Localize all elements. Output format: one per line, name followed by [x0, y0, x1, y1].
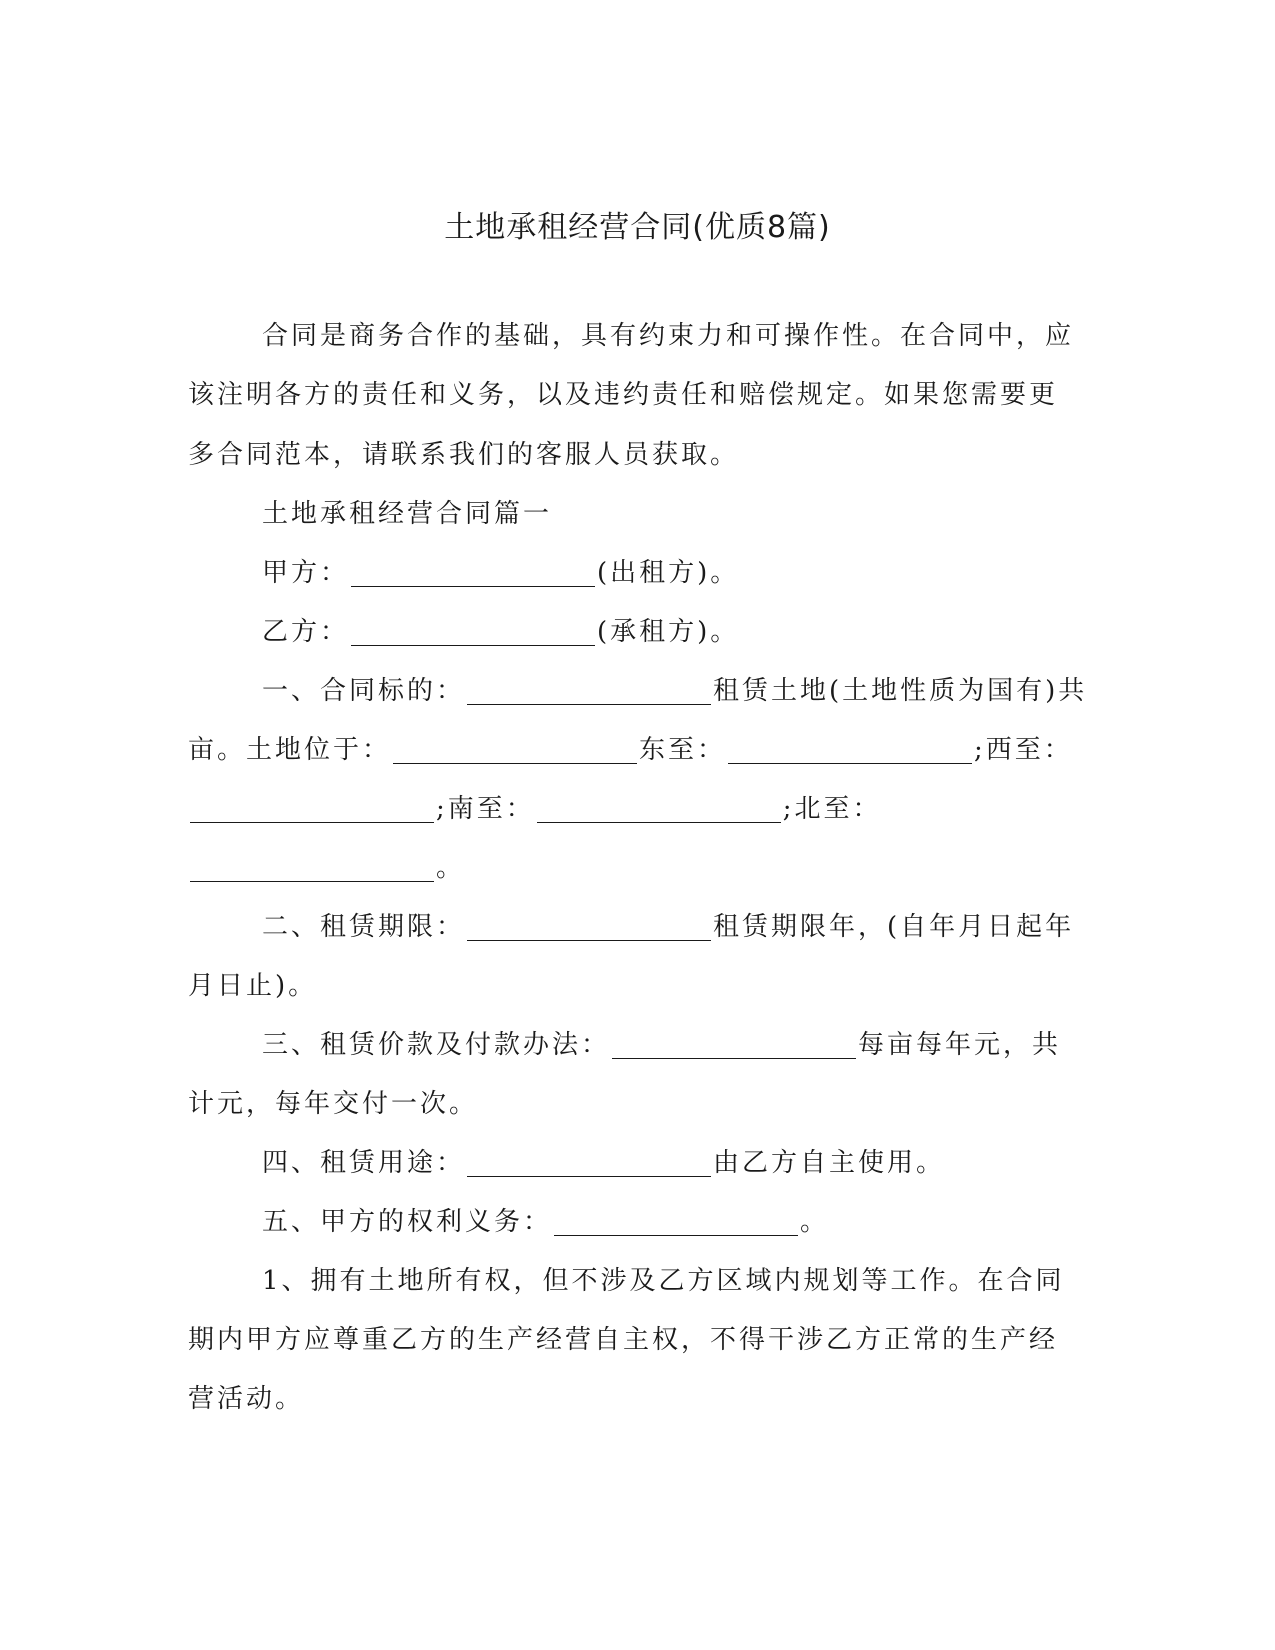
clause1-label: 一、合同标的： [262, 676, 466, 706]
clause5-label: 五、甲方的权利义务： [262, 1207, 553, 1237]
clause1-north-label: ;北至： [782, 794, 882, 824]
clause1-line-4 [188, 850, 1088, 886]
party-b-suffix: (承租方)。 [597, 617, 740, 647]
party-b-blank [351, 615, 595, 646]
clause3-blank [612, 1028, 856, 1059]
party-a-label: 甲方： [262, 558, 350, 588]
party-a-suffix: (出租方)。 [597, 558, 740, 588]
clause1-line-2 [188, 732, 1088, 768]
clause1-blank-west [190, 792, 434, 823]
clause5-blank [554, 1205, 798, 1236]
clause4-line [262, 1145, 1162, 1181]
clause2-text: 租赁期限年，(自年月日起年 [713, 912, 1075, 942]
intro-line-1: 合同是商务合作的基础，具有约束力和可操作性。在合同中，应 [262, 321, 1075, 351]
clause3-label: 三、租赁价款及付款办法： [262, 1030, 611, 1060]
item1-line-2: 期内甲方应尊重乙方的生产经营自主权，不得干涉乙方正常的生产经 [188, 1325, 1059, 1355]
party-b-label: 乙方： [262, 617, 350, 647]
clause4-label: 四、租赁用途： [262, 1148, 466, 1178]
clause1-blank-south [537, 792, 781, 823]
clause1-south-label: ;南至： [436, 794, 535, 824]
clause5-line [262, 1204, 1162, 1240]
intro-line-2: 该注明各方的责任和义务，以及违约责任和赔偿规定。如果您需要更 [188, 380, 1059, 410]
item1-line-3: 营活动。 [188, 1384, 305, 1414]
clause2-line-1 [262, 909, 1162, 945]
clause3-text: 每亩每年元，共 [858, 1030, 1062, 1060]
section-heading: 土地承租经营合同篇一 [262, 499, 553, 529]
party-a-blank [351, 556, 595, 587]
party-a-line [262, 555, 1162, 591]
clause2-label: 二、租赁期限： [262, 912, 466, 942]
clause1-west-label: ;西至： [974, 735, 1073, 765]
clause2-blank [467, 910, 711, 941]
intro-line-3: 多合同范本，请联系我们的客服人员获取。 [188, 440, 740, 470]
clause1-line-3 [188, 791, 1088, 827]
clause3-line-1 [262, 1027, 1162, 1063]
party-b-line [262, 614, 1162, 650]
clause1-east-label: 东至： [639, 735, 727, 765]
clause2-line-2: 月日止)。 [188, 971, 318, 1001]
clause3-line-2: 计元，每年交付一次。 [188, 1089, 479, 1119]
item1-line-1: 1、拥有土地所有权，但不涉及乙方区域内规划等工作。在合同 [262, 1266, 1065, 1296]
clause1-blank-1 [467, 674, 711, 705]
clause1-blank-location [393, 733, 637, 764]
clause1-blank-north [190, 851, 434, 882]
clause1-end: 。 [436, 853, 466, 883]
clause1-blank-east [728, 733, 972, 764]
clause5-text: 。 [800, 1207, 830, 1237]
clause1-line-1 [262, 673, 1162, 709]
clause4-blank [467, 1146, 711, 1177]
clause4-text: 由乙方自主使用。 [713, 1148, 946, 1178]
clause1-text: 租赁土地(土地性质为国有)共 [713, 676, 1088, 706]
clause1-location-label: 亩。土地位于： [188, 735, 392, 765]
document-title: 土地承租经营合同(优质8篇) [444, 210, 831, 245]
